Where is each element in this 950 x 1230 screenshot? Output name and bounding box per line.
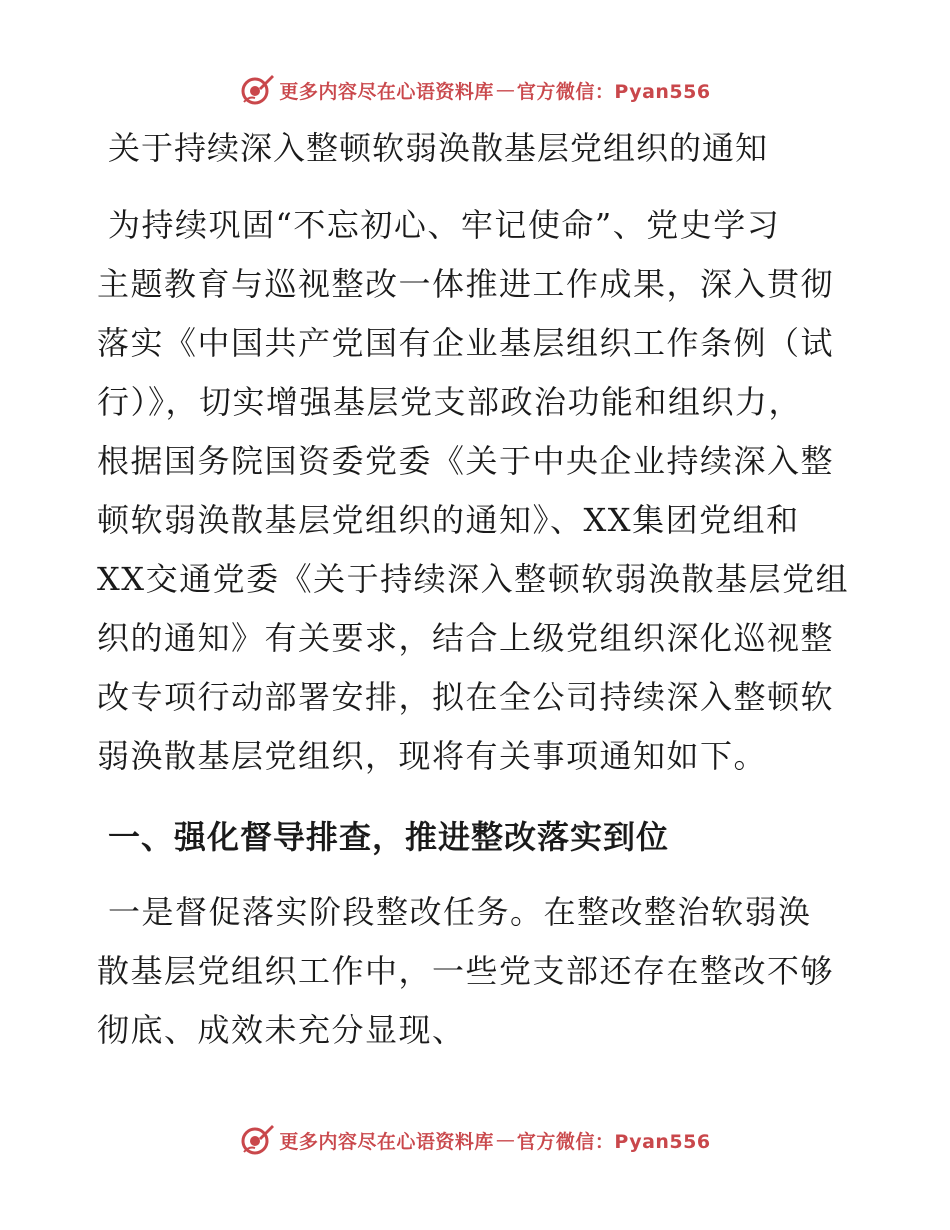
paragraph-line: 根据国务院国资委党委《关于中央企业持续深入整 (97, 442, 835, 480)
watermark-dash: — (495, 1129, 515, 1151)
watermark-site-name: 更多内容尽在心语资料库 (279, 80, 494, 103)
section-heading: 一、强化督导排查，推进整改落实到位 (108, 818, 670, 856)
paragraph-line (97, 196, 857, 255)
paragraph-line: 行）》，切实增强基层党支部政治功能和组织力， (97, 383, 803, 421)
paragraph-line: 落实《中国共产党国有企业基层组织工作条例（试 (97, 324, 835, 362)
paragraph-line: 织的通知》有关要求，结合上级党组织深化巡视整 (97, 619, 835, 657)
line-text: 一是督促落实阶段整改任务。在整改整治软弱涣 (108, 893, 812, 931)
watermark-site-name: 更多内容尽在心语资料库 (279, 1130, 494, 1153)
paragraph-line: XX交通党委《关于持续深入整顿软弱涣散基层党组 (97, 560, 850, 598)
paragraph-line: 顿软弱涣散基层党组织的通知》、XX集团党组和 (97, 501, 800, 539)
line-text: 为持续巩固“不忘初心、牢记使命”、党史学习 (108, 206, 781, 244)
watermark-wechat: 官方微信：Pyan556 (516, 80, 711, 103)
paragraph-line: 弱涣散基层党组织，现将有关事项通知如下。 (97, 737, 768, 775)
watermark-wechat: 官方微信：Pyan556 (516, 1130, 711, 1153)
paragraph-line: 改专项行动部署安排，拟在全公司持续深入整顿软 (97, 678, 835, 716)
paragraph-intro (97, 196, 857, 786)
paragraph-line (97, 883, 857, 942)
paragraph-section-one (97, 883, 857, 1060)
document-title: 关于持续深入整顿软弱涣散基层党组织的通知 (108, 129, 769, 167)
pen-circle-logo-icon (239, 72, 275, 108)
watermark-dash: — (495, 79, 515, 101)
paragraph-line: 散基层党组织工作中，一些党支部还存在整改不够 (97, 952, 835, 990)
document-body (97, 122, 857, 1060)
watermark-footer (0, 1120, 950, 1160)
watermark-header (0, 70, 950, 110)
pen-circle-logo-icon (239, 1122, 275, 1158)
paragraph-line: 彻底、成效未充分显现、 (97, 1011, 466, 1049)
paragraph-line: 主题教育与巡视整改一体推进工作成果，深入贯彻 (97, 265, 835, 303)
